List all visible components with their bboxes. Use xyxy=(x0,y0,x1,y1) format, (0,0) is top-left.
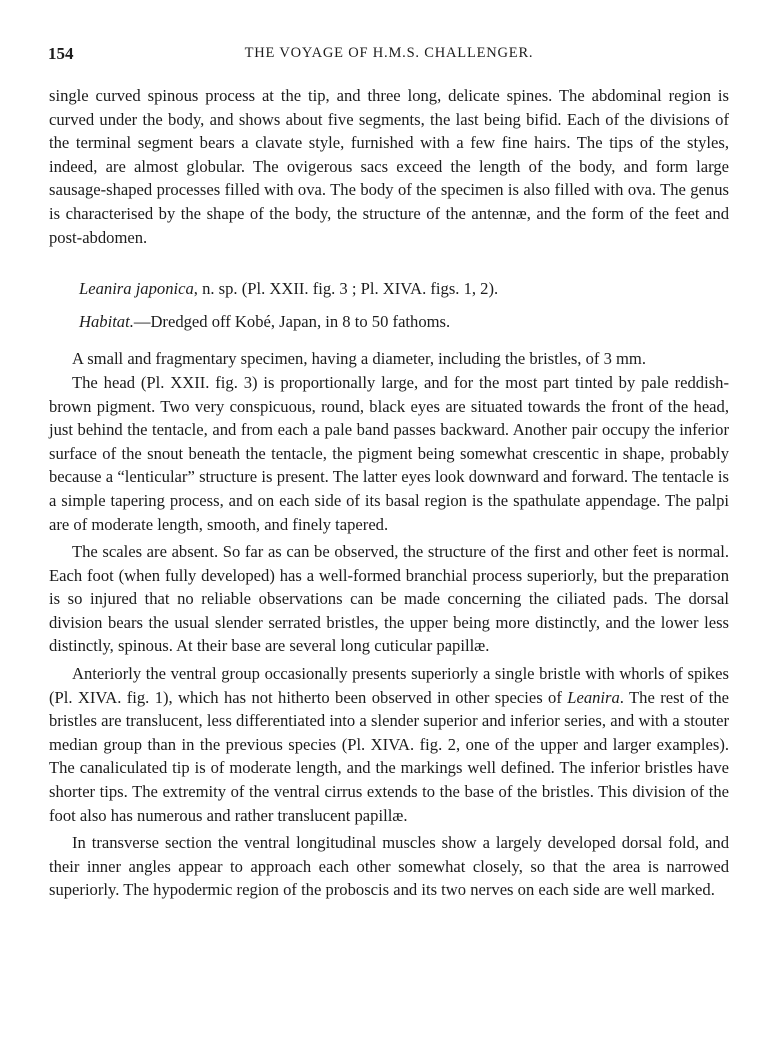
habitat-label: Habitat. xyxy=(79,311,134,331)
paragraph-head: The head (Pl. XXII. fig. 3) is proportionally large, and for the most part tinted by pale reddish-brown pigment. Two very conspicuous, round, black eyes are situated towards the front of the head, just behind the tentacle, and from each a pale band passes backward. Another pair occupy the inferior surface of the snout beneath the tentacle, the pigment being somewhat crescentic in shape, probably because a “lenticular” structure is present. The latter eyes look downward and forward. The tentacle is a simple tapering process, and on each side of its basal region is the spathulate appendage. The palpi are of moderate length, smooth, and finely tapered. xyxy=(49,372,729,534)
ventral-text-b: . The rest of the bristles are translucent, less differentiated into a slender superior and inferior series, and with a stouter median group than in the previous species (Pl. XIVA. fig. 2, one of the upper and larger examples). The canaliculated tip is of moderate length, and the markings well defined. The inferior bristles have shorter tips. The extremity of the ventral cirrus extends to the base of the bristles. This division of the foot also has numerous and rather translucent papillæ. xyxy=(49,687,729,825)
paragraph-continued: single curved spinous process at the tip, and three long, delicate spines. The abdominal region is curved under the body, and shows about five segments, the last being bifid. Each of the divisions of the terminal segment bears a clavate style, furnished with a few fine hairs. The tips of the styles, indeed, are almost globular. The ovigerous sacs exceed the length of the body, and form large sausage-shaped processes filled with ova. The body of the specimen is also filled with ova. The genus is characterised by the shape of the body, the structure of the antennæ, and the form of the feet and post-abdomen. xyxy=(49,86,729,247)
species-heading xyxy=(49,277,729,301)
page-number: 154 xyxy=(48,44,74,63)
running-head: THE VOYAGE OF H.M.S. CHALLENGER. xyxy=(244,45,534,61)
paragraph-specimen: A small and fragmentary specimen, having a diameter, including the bristles, of 3 mm. xyxy=(72,349,646,369)
species-name: Leanira japonica xyxy=(79,279,194,299)
paragraph-scales: The scales are absent. So far as can be observed, the structure of the first and other feet is normal. Each foot (when fully developed) has a well-formed branchial process superiorly, but the preparation is so injured that no reliable observations can be made concerning the ciliated pads. The dorsal division bears the usual slender serrated bristles, the upper being more distinctly, and the lower less distinctly, spinous. At their base are several long cuticular papillæ. xyxy=(49,542,729,656)
genus-name: Leanira xyxy=(567,687,620,707)
habitat-text: —Dredged off Kobé, Japan, in 8 to 50 fathoms. xyxy=(133,311,451,331)
paragraph-transverse-section: In transverse section the ventral longitudinal muscles show a largely developed dorsal fold, and their inner angles appear to approach each other somewhat closely, so that the area is narrowed superiorly. The hypodermic region of the proboscis and its two nerves on each side are well marked. xyxy=(49,833,729,900)
ventral-text-a: Anteriorly the ventral group occasionally presents superiorly a single bristle with whorls of spikes (Pl. XIVA. fig. 1), which has not hitherto been observed in other species of xyxy=(49,664,729,707)
page-header xyxy=(48,44,730,68)
body-text xyxy=(49,84,729,902)
habitat-line xyxy=(49,310,729,334)
paragraph-ventral-group xyxy=(49,662,729,827)
species-reference: , n. sp. (Pl. XXII. fig. 3 ; Pl. XIVA. figs. 1, 2). xyxy=(193,279,499,299)
